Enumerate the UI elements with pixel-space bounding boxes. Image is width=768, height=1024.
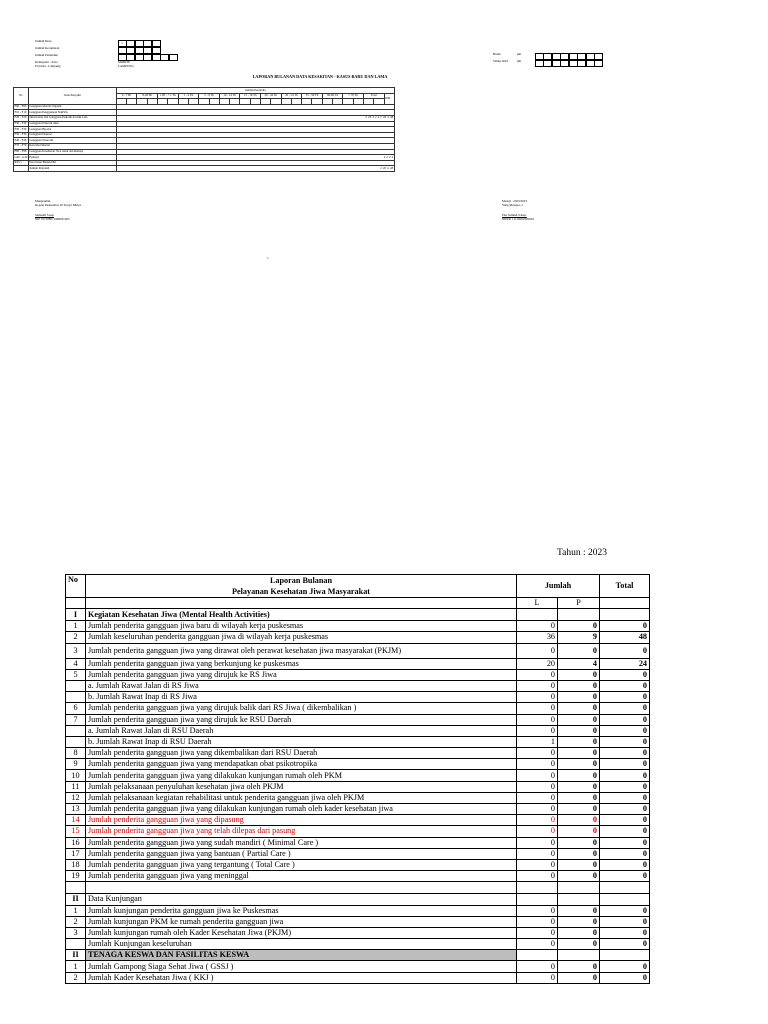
row-value-p: 0 xyxy=(558,815,600,826)
row-description: b. Jumlah Rawat Inap di RS Jiwa xyxy=(86,692,517,703)
t1-code: F40 - F48 xyxy=(14,137,27,142)
row-value-p: 0 xyxy=(558,703,600,714)
row-no: II xyxy=(66,950,86,961)
row-value-total: 0 xyxy=(600,725,650,736)
row-value-p: 0 xyxy=(558,770,600,781)
col-total-header: Total xyxy=(600,575,650,598)
row-description: Jumlah kunjungan rumah oleh Kader Kesehatan Jiwa (PKJM) xyxy=(86,927,517,938)
row-value-l: 0 xyxy=(517,759,558,770)
row-description: Jumlah penderita gangguan jiwa yang dilakukan kunjungan rumah oleh PKM xyxy=(86,770,517,781)
row-value-total: 0 xyxy=(600,643,650,658)
t1-col-no: No xyxy=(14,88,29,105)
t1-age-group: 1 - 4 Th xyxy=(178,93,199,99)
row-value-total: 0 xyxy=(600,972,650,983)
page1-table-wrap xyxy=(13,87,395,172)
row-value-total: 0 xyxy=(600,905,650,916)
header-left-row xyxy=(35,54,235,61)
row-no: 17 xyxy=(66,848,86,859)
row-no: 12 xyxy=(66,792,86,803)
t1-code: F80 - F98 xyxy=(14,149,27,154)
footer-line: Samsudi S.kep xyxy=(35,213,54,218)
row-value-total: 0 xyxy=(600,692,650,703)
row-value-l: 0 xyxy=(517,621,558,632)
t1-col-group: Jumlah Penderita xyxy=(116,88,394,94)
row-value-l: 0 xyxy=(517,725,558,736)
row-value-l: 0 xyxy=(517,781,558,792)
footer-line: Mesuji , 2023/2023 xyxy=(502,199,527,203)
row-no: 2 xyxy=(66,916,86,927)
header-right-row xyxy=(493,60,603,67)
row-no: 16 xyxy=(66,837,86,848)
row-description: Jumlah penderita gangguan jiwa yang berkunjung ke puskesmas xyxy=(86,658,517,669)
row-description: Jumlah penderita gangguan jiwa yang sudah mandiri ( Minimal Care ) xyxy=(86,837,517,848)
row-value-total: 0 xyxy=(600,961,650,972)
report-row xyxy=(66,916,650,927)
row-value-p: 0 xyxy=(558,643,600,658)
row-value-l: 0 xyxy=(517,748,558,759)
row-value-p xyxy=(558,893,600,905)
row-description: Jumlah penderita gangguan jiwa yang dirujuk balik dari RS Jiwa ( dikembalikan ) xyxy=(86,703,517,714)
report-row xyxy=(66,714,650,725)
row-value-l: 0 xyxy=(517,669,558,680)
row-value-l: 0 xyxy=(517,643,558,658)
header-label: Jumlah Kecamatan xyxy=(35,46,60,50)
row-value-l: 0 xyxy=(517,714,558,725)
row-value-l: 0 xyxy=(517,792,558,803)
title-cell xyxy=(86,575,517,598)
row-value-p: 0 xyxy=(558,781,600,792)
row-value-p: 4 xyxy=(558,658,600,669)
row-no: 2 xyxy=(66,632,86,643)
row-description: Jumlah penderita gangguan jiwa yang dirawat oleh perawat kesehatan jiwa masyarakat (PKJM) xyxy=(86,643,517,658)
header-left-row xyxy=(35,47,235,54)
row-value-total: 0 xyxy=(600,792,650,803)
t1-code: R45.1 xyxy=(14,160,29,166)
t1-name: Gangguan Mental Organik xyxy=(28,104,116,110)
t1-name: Gangguan Depresi xyxy=(28,132,116,138)
row-value-total: 0 xyxy=(600,736,650,747)
header-label: Tahun 2023 xyxy=(493,59,509,63)
row-value-total: 0 xyxy=(600,703,650,714)
report-row xyxy=(66,632,650,643)
header-label: Provinsi - Lampung xyxy=(35,63,61,68)
row-no xyxy=(66,736,86,747)
report-row xyxy=(66,725,650,736)
row-value-total: 0 xyxy=(600,815,650,826)
col-l-header: L xyxy=(517,598,558,609)
t1-code: F30 - F39 xyxy=(14,132,27,137)
row-no: 3 xyxy=(66,927,86,938)
row-no: 6 xyxy=(66,703,86,714)
page1-footer-mark: v xyxy=(267,256,269,260)
t1-age-group: 45 - 54 Th xyxy=(281,93,302,99)
row-value-l: 0 xyxy=(517,905,558,916)
report-row xyxy=(66,781,650,792)
row-no: 11 xyxy=(66,781,86,792)
row-value-total: 0 xyxy=(600,916,650,927)
t1-code: F20 - F29 xyxy=(14,115,27,120)
row-value-l: 0 xyxy=(517,961,558,972)
row-value-p: 0 xyxy=(558,961,600,972)
row-value-p: 0 xyxy=(558,621,600,632)
t1-col-jenis: Jenis Penyakit xyxy=(28,88,116,105)
row-value-l: 0 xyxy=(517,939,558,950)
report-row xyxy=(66,939,650,950)
t1-age-group: 8-28 Hr xyxy=(137,93,158,99)
row-value-total: 0 xyxy=(600,939,650,950)
report-row xyxy=(66,680,650,691)
header-value: juli xyxy=(516,52,522,56)
entry-boxes xyxy=(118,47,161,54)
header-left-row xyxy=(35,40,235,47)
row-value-total: 0 xyxy=(600,927,650,938)
row-description xyxy=(86,882,517,893)
footer-line: NIPPK 11110001995002 xyxy=(502,216,534,221)
row-no xyxy=(66,680,86,691)
report-subtitle: Pelayanan Kesehatan Jiwa Masyarakat xyxy=(231,587,371,596)
col-no-header: No xyxy=(66,575,86,598)
row-value-p: 0 xyxy=(558,792,600,803)
t1-code xyxy=(14,166,29,172)
row-value-l: 0 xyxy=(517,680,558,691)
report-row xyxy=(66,703,650,714)
t1-age-group: 10 - 14 Th xyxy=(219,93,240,99)
t1-values: 2 20 4 2 4 2 20 4 48 xyxy=(116,115,394,121)
row-value-total xyxy=(600,950,650,961)
row-description: Jumlah penderita gangguan jiwa yang bantuan ( Partial Care ) xyxy=(86,848,517,859)
row-description: Jumlah penderita gangguan jiwa yang telah dilepas dari pasung xyxy=(86,826,517,837)
t1-code: F00 - F09 xyxy=(14,104,27,109)
t1-code: F30 - F39 xyxy=(14,126,27,131)
col-jumlah-header: Jumlah xyxy=(517,575,600,598)
row-no: 8 xyxy=(66,748,86,759)
row-description: Jumlah Gampong Siaga Sehat Jiwa ( GSSJ ) xyxy=(86,961,517,972)
row-description: Jumlah penderita gangguan jiwa yang tergantung ( Total Care ) xyxy=(86,859,517,870)
row-value-p: 0 xyxy=(558,725,600,736)
header-label: Kabupaten - Kota xyxy=(35,60,58,64)
t1-age-group: 5 - 9 Th xyxy=(199,93,220,99)
footer-line: Kepala Puskesmas Tri Karya Mulya xyxy=(35,202,82,207)
t1-age-group: 0 - 7 Hr xyxy=(116,93,137,99)
row-value-p: 9 xyxy=(558,632,600,643)
row-no: 2 xyxy=(66,972,86,983)
row-no xyxy=(66,692,86,703)
row-value-total: 0 xyxy=(600,759,650,770)
row-no xyxy=(66,882,86,893)
report-row xyxy=(66,792,650,803)
row-value-p: 0 xyxy=(558,826,600,837)
report-row xyxy=(66,643,650,658)
row-value-l: 0 xyxy=(517,770,558,781)
row-value-l: 0 xyxy=(517,815,558,826)
page1-header-left xyxy=(35,40,235,68)
report-row xyxy=(66,871,650,882)
row-no xyxy=(66,939,86,950)
row-description: Jumlah penderita gangguan jiwa yang meninggal xyxy=(86,871,517,882)
t1-name: Skizofrenia dan Gangguan Psikotik Kronik Lain xyxy=(28,115,116,121)
report-row xyxy=(66,972,650,983)
row-description: Jumlah penderita gangguan jiwa baru di wilayah kerja puskesmas xyxy=(86,621,517,632)
row-value-total xyxy=(600,882,650,893)
row-value-p: 0 xyxy=(558,680,600,691)
row-description: Jumlah kunjungan PKM ke rumah penderita gangguan jiwa xyxy=(86,916,517,927)
report-row xyxy=(66,950,650,961)
header-label: Jumlah Penduduk xyxy=(35,53,58,57)
row-no: II xyxy=(66,893,86,905)
mental-health-report-table xyxy=(65,574,650,984)
report-row xyxy=(66,609,650,621)
row-value-p: 0 xyxy=(558,972,600,983)
row-description: Jumlah Kader Kesehatan Jiwa ( KKJ ) xyxy=(86,972,517,983)
row-value-l xyxy=(517,893,558,905)
report-row xyxy=(66,736,650,747)
report-row xyxy=(66,770,650,781)
t1-name: Gangguan Neurotik xyxy=(28,138,116,144)
row-value-total: 0 xyxy=(600,848,650,859)
row-value-p xyxy=(558,882,600,893)
row-value-l: 0 xyxy=(517,972,558,983)
row-value-total: 0 xyxy=(600,804,650,815)
page1-title: LAPORAN BULANAN DATA KESAKITAN - KASUS BARU DAN LAMA xyxy=(252,74,388,79)
row-description: TENAGA KESWA DAN FASILITAS KESWA xyxy=(86,950,517,961)
row-description: Jumlah penderita gangguan jiwa yang mendapatkan obat psikotropika xyxy=(86,759,517,770)
row-description: b. Jumlah Rawat Inap di RSU Daerah xyxy=(86,736,517,747)
row-value-p: 0 xyxy=(558,916,600,927)
row-no: 19 xyxy=(66,871,86,882)
row-value-p: 0 xyxy=(558,927,600,938)
row-value-total: 0 xyxy=(600,669,650,680)
row-no: 4 xyxy=(66,658,86,669)
row-value-p: 0 xyxy=(558,748,600,759)
row-description: Jumlah penderita gangguan jiwa yang dilakukan kunjungan rumah oleh kader kesehatan jiwa xyxy=(86,804,517,815)
entry-boxes xyxy=(535,60,603,67)
row-no: 3 xyxy=(66,643,86,658)
row-value-l: 0 xyxy=(517,703,558,714)
row-no: 15 xyxy=(66,826,86,837)
row-value-total: 0 xyxy=(600,714,650,725)
row-no: 7 xyxy=(66,714,86,725)
row-no: 13 xyxy=(66,804,86,815)
row-value-p: 0 xyxy=(558,692,600,703)
t1-name: Gangguan Kesehatan Jiwa Anak dan Remaja xyxy=(28,149,116,155)
row-description: Jumlah penderita gangguan jiwa yang dirujuk ke RSU Daerah xyxy=(86,714,517,725)
entry-boxes xyxy=(535,53,603,60)
page1-footer-right xyxy=(502,200,622,222)
row-value-total xyxy=(600,893,650,905)
row-value-l: 0 xyxy=(517,848,558,859)
row-no: 14 xyxy=(66,815,86,826)
t1-col-total: Total xyxy=(363,93,384,99)
row-description: Jumlah keseluruhan penderita gangguan jiwa di wilayah kerja puskesmas xyxy=(86,632,517,643)
row-value-p: 0 xyxy=(558,804,600,815)
t1-age-group: 15 - 19 Th xyxy=(240,93,261,99)
header-label: Bulan xyxy=(493,52,501,56)
row-value-p: 0 xyxy=(558,759,600,770)
header-left-row xyxy=(35,65,235,69)
row-value-l: 0 xyxy=(517,927,558,938)
report-row xyxy=(66,658,650,669)
row-value-p: 0 xyxy=(558,736,600,747)
t1-row xyxy=(14,166,395,172)
row-value-total: 0 xyxy=(600,837,650,848)
row-value-p: 0 xyxy=(558,669,600,680)
row-no: 9 xyxy=(66,759,86,770)
page2-table-wrap xyxy=(65,574,650,984)
report-row xyxy=(66,621,650,632)
row-description: a. Jumlah Rawat Jalan di RS Jiwa xyxy=(86,680,517,691)
header-label: Jumlah Desa xyxy=(35,39,52,43)
row-value-l xyxy=(517,882,558,893)
report-row xyxy=(66,748,650,759)
row-value-total xyxy=(600,609,650,621)
row-value-p xyxy=(558,609,600,621)
footer-line: Mengetahui, xyxy=(35,199,52,203)
report-row xyxy=(66,759,650,770)
row-value-l: 0 xyxy=(517,804,558,815)
row-value-p xyxy=(558,950,600,961)
row-description: Data Kunjungan xyxy=(86,893,517,905)
row-value-total: 0 xyxy=(600,680,650,691)
page1-header-right xyxy=(493,53,603,67)
row-no: 1 xyxy=(66,905,86,916)
report-row xyxy=(66,859,650,870)
t1-name: Gangguan Bipolar xyxy=(28,127,116,133)
row-no xyxy=(66,725,86,736)
row-value-total: 0 xyxy=(600,826,650,837)
t1-code: G40 - G40 xyxy=(14,154,28,159)
t1-age-group: > 70 Th xyxy=(343,93,364,99)
t1-values: 2 2 2 2 xyxy=(116,155,394,161)
t1-name: Jumlah Penyakit xyxy=(28,166,116,172)
row-no: 18 xyxy=(66,859,86,870)
report-row xyxy=(66,882,650,893)
row-value-total: 24 xyxy=(600,658,650,669)
row-description: Kegiatan Kesehatan Jiwa (Mental Health Activities) xyxy=(86,609,517,621)
report-row xyxy=(66,927,650,938)
footer-line: NIP 197508071998031005 xyxy=(35,216,70,221)
row-value-p: 0 xyxy=(558,905,600,916)
row-description: Jumlah penderita gangguan jiwa yang dirujuk ke RS Jiwa xyxy=(86,669,517,680)
footer-line: Eka Samuel,S.Kep. xyxy=(502,213,527,218)
t1-name: Gangguan Penggunaan NAPZA xyxy=(28,110,116,116)
row-value-l: 20 xyxy=(517,658,558,669)
row-value-l xyxy=(517,950,558,961)
row-value-total: 0 xyxy=(600,748,650,759)
morbidity-table xyxy=(13,87,395,172)
report-row xyxy=(66,961,650,972)
t1-name: Percobaan Bunuh Diri xyxy=(28,160,116,166)
row-no: 5 xyxy=(66,669,86,680)
report-row xyxy=(66,905,650,916)
t1-code: F70 - F79 xyxy=(14,143,27,148)
row-no: 1 xyxy=(66,961,86,972)
entry-boxes: 1 xyxy=(118,40,161,47)
row-value-l: 0 xyxy=(517,692,558,703)
footer-line: Yang Melapor, s xyxy=(502,202,523,207)
report-row xyxy=(66,848,650,859)
t1-name: Epilepsi xyxy=(28,155,116,161)
row-value-l: 0 xyxy=(517,859,558,870)
report-row xyxy=(66,692,650,703)
row-value-total: 0 xyxy=(600,871,650,882)
header-value: MORITE xyxy=(118,60,131,64)
row-value-l: 1 xyxy=(517,736,558,747)
row-value-total: 48 xyxy=(600,632,650,643)
row-no: I xyxy=(66,609,86,621)
t1-col-jml: JML xyxy=(384,93,394,104)
t1-age-group: 1 Bl - < 1 Th xyxy=(158,93,179,99)
year-label: Tahun : 2023 xyxy=(557,548,607,558)
row-value-l: 0 xyxy=(517,837,558,848)
row-value-p: 0 xyxy=(558,871,600,882)
page1-footer-left xyxy=(35,200,155,222)
header-row-2 xyxy=(66,598,650,609)
header-value: LAMPUNG xyxy=(118,63,134,68)
t1-code: F10 - F19 xyxy=(14,109,27,114)
row-description: Jumlah Kunjungan keseluruhan xyxy=(86,939,517,950)
row-value-total: 0 xyxy=(600,770,650,781)
report-row xyxy=(66,826,650,837)
t1-age-group: 60-69 Th xyxy=(322,93,343,99)
report-row xyxy=(66,893,650,905)
row-value-total: 0 xyxy=(600,859,650,870)
t1-name: Gangguan Psikotik Akut xyxy=(28,121,116,127)
row-value-l: 0 xyxy=(517,871,558,882)
row-value-p: 0 xyxy=(558,848,600,859)
row-description: a. Jumlah Rawat Jalan di RSU Daerah xyxy=(86,725,517,736)
row-value-p: 0 xyxy=(558,837,600,848)
report-row xyxy=(66,815,650,826)
t1-values: 2 20 4 48 xyxy=(116,166,394,172)
report-row xyxy=(66,669,650,680)
row-value-total: 0 xyxy=(600,781,650,792)
t1-age-group: 55 - 59 Th xyxy=(302,93,323,99)
row-value-l xyxy=(517,609,558,621)
row-value-p: 0 xyxy=(558,939,600,950)
row-value-p: 0 xyxy=(558,714,600,725)
row-description: Jumlah penderita gangguan jiwa yang dipasung xyxy=(86,815,517,826)
header-value: juli xyxy=(516,59,522,63)
report-row xyxy=(66,804,650,815)
row-description: Jumlah kunjungan penderita gangguan jiwa ke Puskesmas xyxy=(86,905,517,916)
col-p-header: P xyxy=(558,598,600,609)
row-description: Jumlah pelaksanaan penyuluhan kesehatan jiwa oleh PKJM xyxy=(86,781,517,792)
row-description: Jumlah pelaksanaan kegiatan rehabilitasi untuk penderita gangguan jiwa oleh PKJM xyxy=(86,792,517,803)
report-title: Laporan Bulanan xyxy=(269,576,333,585)
row-value-p: 0 xyxy=(558,859,600,870)
header-right-row xyxy=(493,53,603,60)
row-no: 10 xyxy=(66,770,86,781)
t1-name: Retardasi Mental xyxy=(28,143,116,149)
row-value-l: 36 xyxy=(517,632,558,643)
row-value-l: 0 xyxy=(517,916,558,927)
report-row xyxy=(66,837,650,848)
t1-age-group: 20 - 44 Th xyxy=(261,93,282,99)
row-description: Jumlah penderita gangguan jiwa yang dikembalikan dari RSU Daerah xyxy=(86,748,517,759)
row-no: 1 xyxy=(66,621,86,632)
row-value-l: 0 xyxy=(517,826,558,837)
t1-code: F30 - F39 xyxy=(14,121,27,126)
row-value-total: 0 xyxy=(600,621,650,632)
